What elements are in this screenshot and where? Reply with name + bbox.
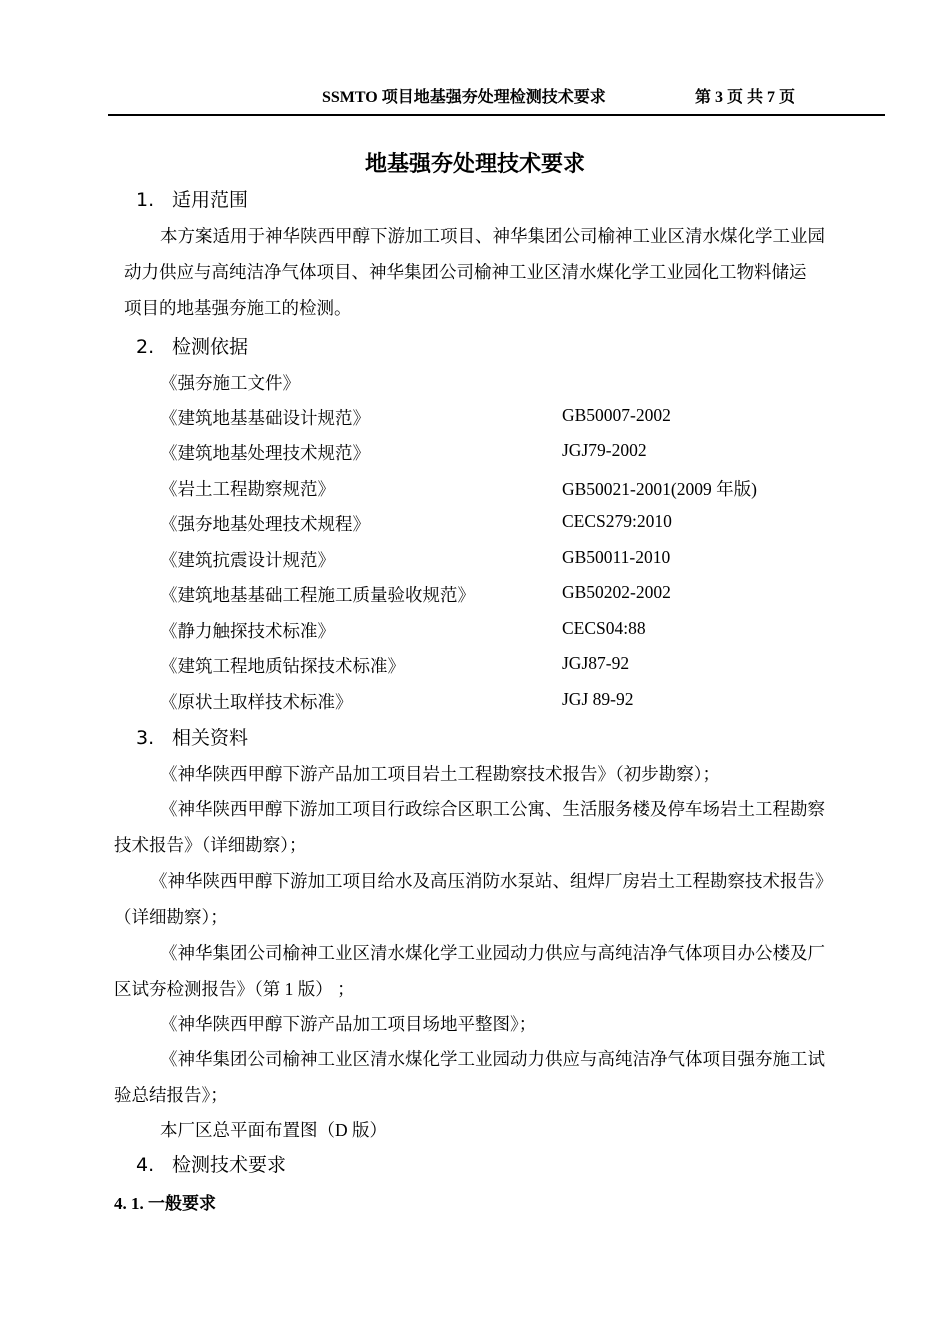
scope-line-1: 本方案适用于神华陕西甲醇下游加工项目、神华集团公司榆神工业区清水煤化学工业园 xyxy=(160,226,825,246)
reference-name: 《原状土取样技术标准》 xyxy=(160,692,353,712)
reference-row xyxy=(160,370,860,400)
material-item-line: 《神华陕西甲醇下游加工项目行政综合区职工公寓、生活服务楼及停车场岩土工程勘察 xyxy=(160,799,825,819)
section-title: 相关资料 xyxy=(172,727,249,749)
reference-name: 《强夯施工文件》 xyxy=(160,373,300,393)
material-item-line: 《神华陕西甲醇下游产品加工项目场地平整图》； xyxy=(160,1014,537,1034)
reference-code: GB50007-2002 xyxy=(562,405,671,425)
reference-row xyxy=(160,582,860,612)
reference-row xyxy=(160,440,860,470)
header-title: SSMTO 项目地基强夯处理检测技术要求 xyxy=(322,89,606,106)
material-item-line: 本厂区总平面布置图（D 版） xyxy=(160,1120,388,1140)
material-item-line: 技术报告》（详细勘察）； xyxy=(114,835,307,855)
reference-row xyxy=(160,618,860,648)
material-item-line: 《神华陕西甲醇下游产品加工项目岩土工程勘察技术报告》（初步勘察）； xyxy=(160,764,720,784)
section-number: 3. xyxy=(136,727,155,749)
reference-name: 《建筑工程地质钻探技术标准》 xyxy=(160,656,405,676)
section-number: 1. xyxy=(136,189,155,211)
material-item-line: （详细勘察）； xyxy=(114,907,228,927)
header-divider xyxy=(108,114,885,116)
reference-name: 《建筑地基基础工程施工质量验收规范》 xyxy=(160,585,475,605)
document-title: 地基强夯处理技术要求 xyxy=(364,151,585,176)
scope-line-2: 动力供应与高纯洁净气体项目、神华集团公司榆神工业区清水煤化学工业园化工物料储运 xyxy=(124,262,807,282)
reference-row xyxy=(160,689,860,719)
subsection-heading: 4. 1. 一般要求 xyxy=(114,1194,216,1213)
page-header xyxy=(110,84,885,110)
reference-row xyxy=(160,547,860,577)
material-item-line: 验总结报告》； xyxy=(114,1085,228,1105)
reference-name: 《建筑抗震设计规范》 xyxy=(160,550,335,570)
section-number: 4. xyxy=(136,1154,155,1176)
reference-code: GB50021-2001(2009 年版) xyxy=(562,479,757,499)
section-heading-materials xyxy=(136,723,248,750)
material-item-line: 区试夯检测报告》（第 1 版） ； xyxy=(114,979,355,999)
reference-code: JGJ 89-92 xyxy=(562,689,634,709)
reference-name: 《建筑地基基础设计规范》 xyxy=(160,408,370,428)
reference-code: CECS04:88 xyxy=(562,618,646,638)
material-item-line: 《神华集团公司榆神工业区清水煤化学工业园动力供应与高纯洁净气体项目办公楼及厂 xyxy=(160,943,825,963)
reference-code: CECS279:2010 xyxy=(562,511,672,531)
reference-name: 《建筑地基处理技术规范》 xyxy=(160,443,370,463)
section-title: 适用范围 xyxy=(172,189,249,211)
material-item-line: 《神华集团公司榆神工业区清水煤化学工业园动力供应与高纯洁净气体项目强夯施工试 xyxy=(160,1049,825,1069)
section-title: 检测依据 xyxy=(172,336,249,358)
material-item-line: 《神华陕西甲醇下游加工项目给水及高压消防水泵站、组焊厂房岩土工程勘察技术报告》 xyxy=(150,871,833,891)
section-heading-basis xyxy=(136,332,248,359)
reference-row xyxy=(160,405,860,435)
reference-name: 《静力触探技术标准》 xyxy=(160,621,335,641)
section-number: 2. xyxy=(136,336,155,358)
reference-code: JGJ79-2002 xyxy=(562,440,647,460)
section-heading-requirements xyxy=(136,1150,286,1177)
reference-name: 《强夯地基处理技术规程》 xyxy=(160,514,370,534)
reference-name: 《岩土工程勘察规范》 xyxy=(160,479,335,499)
reference-row xyxy=(160,653,860,683)
section-title: 检测技术要求 xyxy=(172,1154,287,1176)
section-heading-scope xyxy=(136,185,248,212)
reference-code: JGJ87-92 xyxy=(562,653,630,673)
reference-row xyxy=(160,476,860,506)
reference-code: GB50202-2002 xyxy=(562,582,671,602)
header-page-number: 第 3 页 共 7 页 xyxy=(695,89,796,106)
reference-row xyxy=(160,511,860,541)
scope-line-3: 项目的地基强夯施工的检测。 xyxy=(124,298,352,318)
reference-code: GB50011-2010 xyxy=(562,547,671,567)
